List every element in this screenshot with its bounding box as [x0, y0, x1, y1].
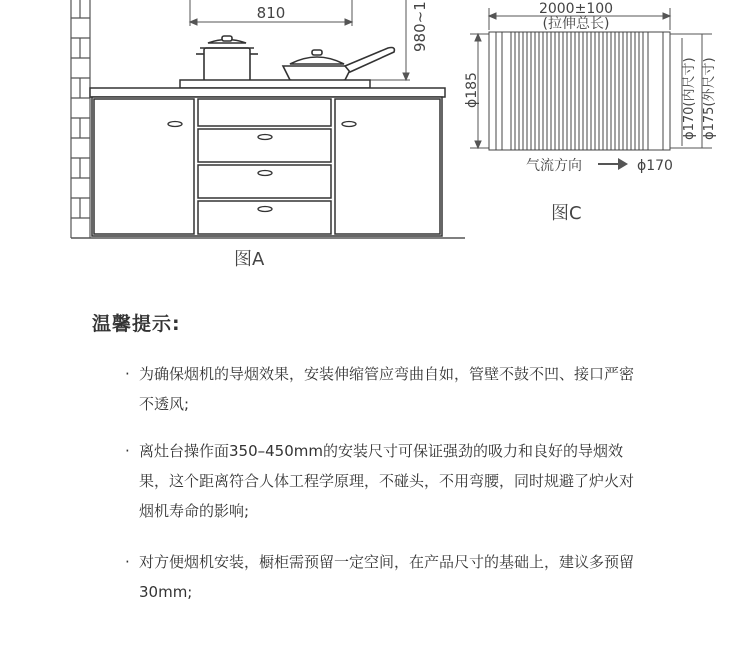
tip-item [125, 436, 645, 526]
countertop [90, 88, 445, 97]
cabinet [92, 97, 442, 236]
tip-text: 离灶台操作面350–450mm的安装尺寸可保证强劲的吸力和良好的导烟效果，这个距离符合人体工程学原理，不碰头，不用弯腰，同时规避了炉火对烟机寿命的影响; [139, 442, 635, 520]
length-dimension-note: (拉伸总长) [542, 16, 610, 32]
figure-a-caption: 图A [234, 249, 265, 270]
figure-c-drawing [460, 0, 750, 200]
outlet-diameter-label: ϕ170 [637, 158, 673, 174]
length-dimension-label: 2000±100 [538, 1, 614, 17]
outer-diameter-label: ϕ175(外尺寸) [702, 57, 717, 140]
tip-bullet: · [125, 442, 130, 460]
airflow-arrow-icon [598, 158, 628, 170]
pot [196, 36, 258, 81]
height-dimension [360, 0, 410, 80]
brick-wall [71, 0, 90, 238]
pan [283, 48, 394, 83]
height-dimension-label: 980~1 [411, 1, 429, 52]
tip-item [125, 359, 645, 419]
left-diameter-label: ϕ185 [464, 72, 480, 108]
airflow-label: 气流方向 [526, 158, 582, 174]
figure-c-caption: 图C [551, 203, 582, 224]
telescopic-duct [489, 32, 670, 150]
tip-text: 为确保烟机的导烟效果，安装伸缩管应弯曲自如，管壁不鼓不凹、接口严密不透风; [139, 365, 635, 413]
width-dimension-label: 810 [256, 4, 286, 22]
tip-text: 对方便烟机安装，橱柜需预留一定空间，在产品尺寸的基础上，建议多预留30mm; [139, 553, 635, 601]
tips-title: 温馨提示: [92, 313, 181, 335]
figure-a-drawing [0, 0, 470, 245]
inner-diameter-label: ϕ170(内尺寸) [682, 57, 697, 140]
tip-item [125, 547, 645, 607]
tip-bullet: · [125, 365, 130, 383]
tip-bullet: · [125, 553, 130, 571]
cooktop [180, 80, 370, 88]
